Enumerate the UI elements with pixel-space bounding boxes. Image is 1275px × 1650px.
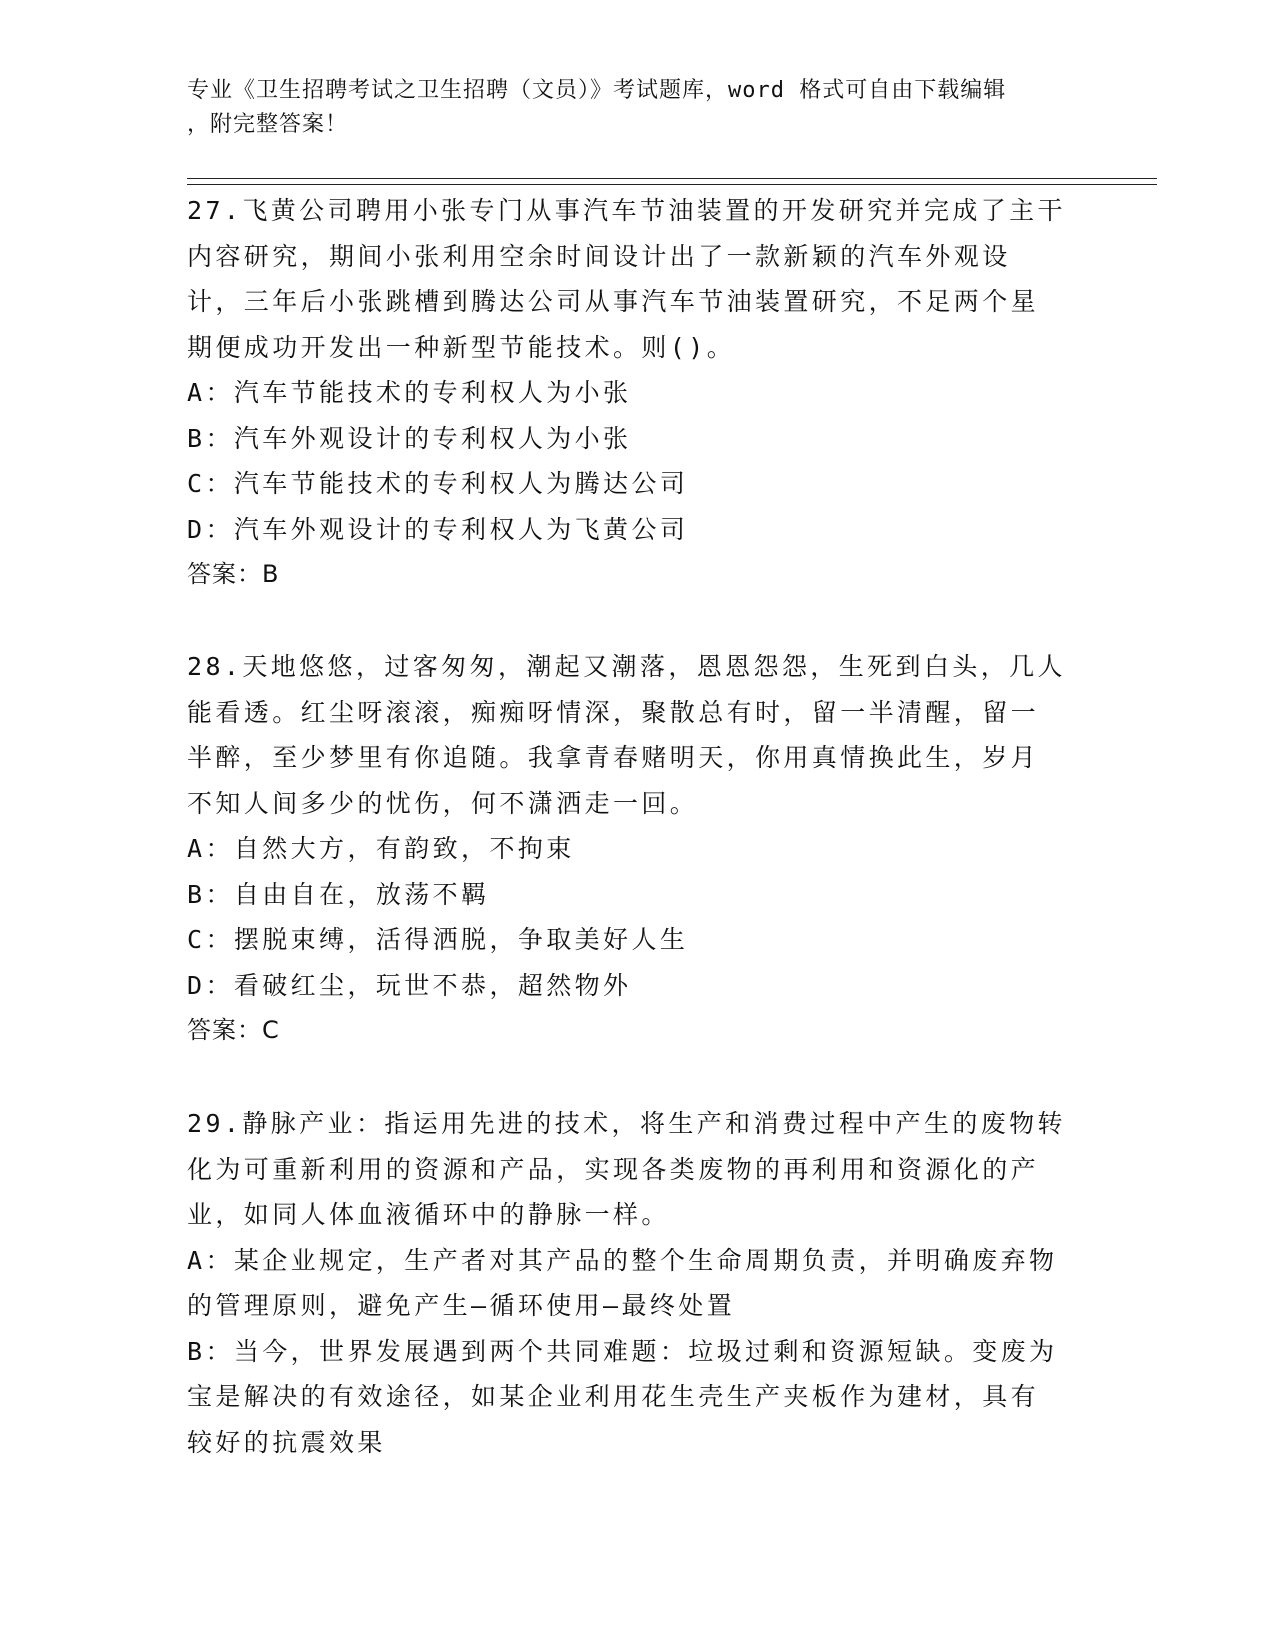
header-line-2: ，附完整答案！ [187,112,349,137]
option-d: D：汽车外观设计的专利权人为飞黄公司 [187,514,689,544]
question-27 [187,188,1067,598]
document-header [187,74,1067,142]
option-c: C：汽车节能技术的专利权人为腾达公司 [187,469,689,498]
question-28 [187,644,1067,1054]
question-stem: 27.飞黄公司聘用小张专门从事汽车节油装置的开发研究并完成了主干内容研究，期间小张利用空余时间设计出了一款新颖的汽车外观设计，三年后小张跳槽到腾达公司从事汽车节油装置研究，不足两个星期便成功开发出一种新型节能技术。则()。 [187,196,1066,362]
question-29 [187,1101,1067,1465]
option-d: D：看破红尘，玩世不恭，超然物外 [187,970,632,1000]
option-a: A：汽车节能技术的专利权人为小张 [187,378,632,407]
question-stem: 28.天地悠悠，过客匆匆，潮起又潮落，恩恩怨怨，生死到白头，几人能看透。红尘呀滚滚，痴痴呀情深，聚散总有时，留一半清醒，留一半醉，至少梦里有你追随。我拿青春赌明天，你用真情换此生，岁月不知人间多少的忧伤，何不潇洒走一回。 [187,652,1066,818]
option-a: A：某企业规定，生产者对其产品的整个生命周期负责，并明确废弃物的管理原则，避免产生—循环使用—最终处置 [187,1245,1058,1320]
header-line-1: 专业《卫生招聘考试之卫生招聘（文员）》考试题库，word 格式可自由下载编辑 [187,78,1007,103]
answer: 答案：C [187,1016,280,1044]
question-stem: 29.静脉产业：指运用先进的技术，将生产和消费过程中产生的废物转化为可重新利用的资源和产品，实现各类废物的再利用和资源化的产业，如同人体血液循环中的静脉一样。 [187,1109,1066,1229]
option-b: B：汽车外观设计的专利权人为小张 [187,423,632,453]
option-a: A：自然大方，有韵致，不拘束 [187,834,575,863]
option-b: B：自由自在，放荡不羁 [187,879,490,909]
option-c: C：摆脱束缚，活得洒脱，争取美好人生 [187,925,689,954]
option-b: B：当今，世界发展遇到两个共同难题：垃圾过剩和资源短缺。变废为宝是解决的有效途径，如某企业利用花生壳生产夹板作为建材，具有较好的抗震效果 [187,1336,1058,1457]
answer: 答案：B [187,560,280,588]
header-divider [187,178,1157,185]
